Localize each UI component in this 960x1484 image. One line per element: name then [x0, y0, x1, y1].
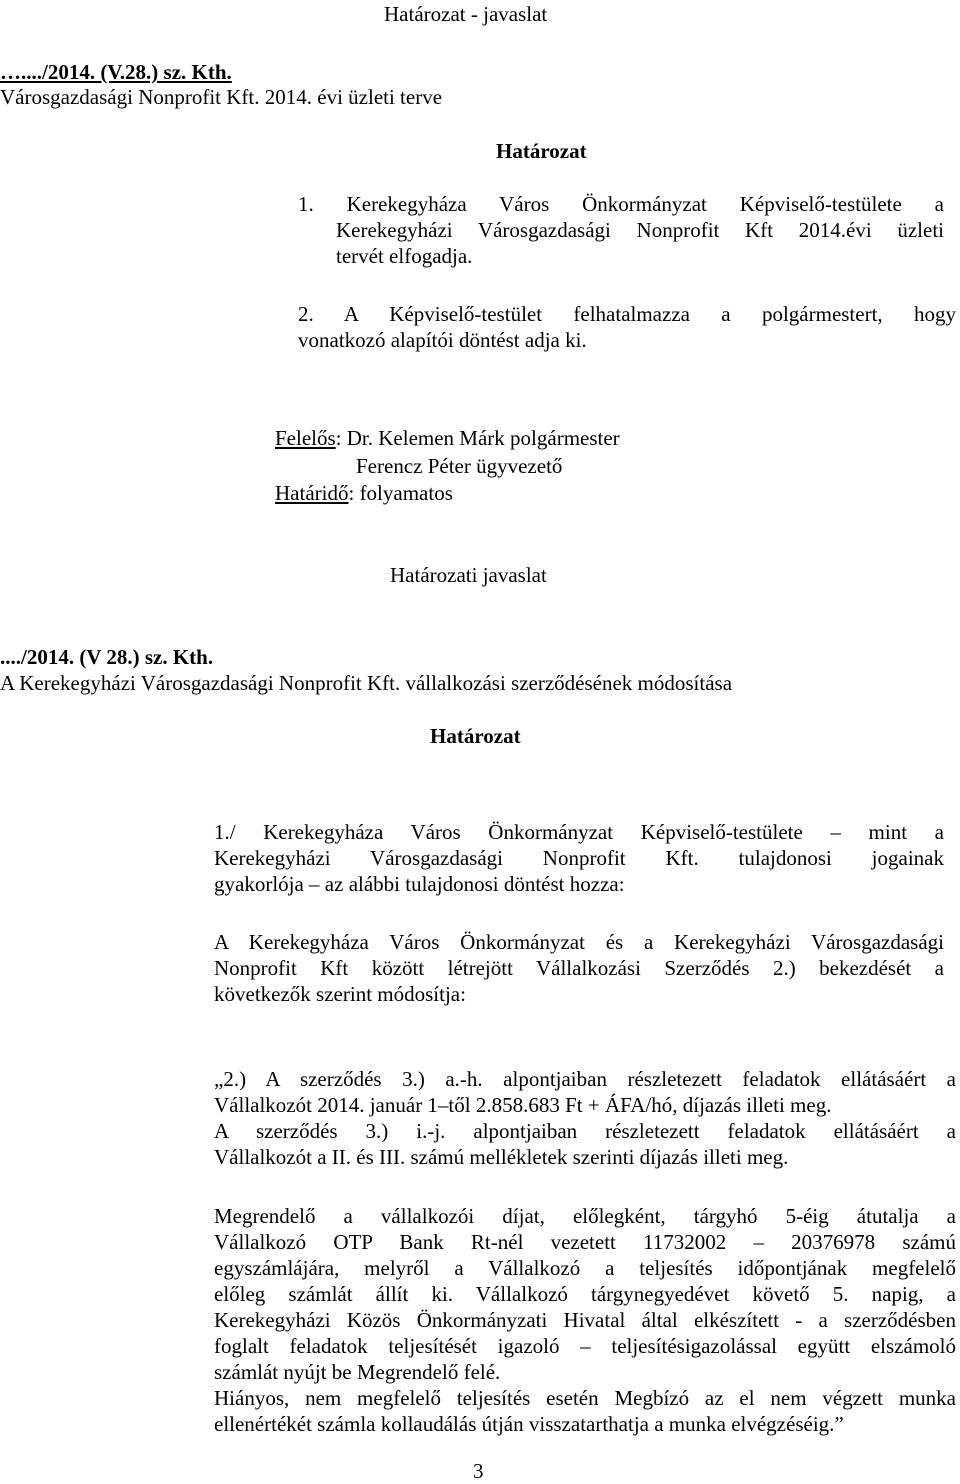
para-4-line-8: Hiányos, nem megfelelő teljesítés esetén Megbízó az el nem végzett munka [214, 1386, 956, 1410]
para-3-line-4: Vállalkozót a II. és III. számú mellékletek szerinti díjazás illeti meg. [214, 1145, 789, 1169]
responsible-line [275, 425, 620, 451]
para-2-line-3: következők szerint módosítja: [214, 982, 466, 1006]
item-1-line-2: Kerekegyházi Városgazdasági Nonprofit Kft 2014.évi üzleti [336, 218, 944, 242]
para-1-line-2: Kerekegyházi Városgazdasági Nonprofit Kft. tulajdonosi jogainak [214, 846, 944, 870]
para-4-line-6: foglalt feladatok teljesítését igazoló – teljesítésigazolással együtt elszámoló [214, 1334, 956, 1358]
resolution-item-1 [298, 191, 944, 269]
responsible-person: : Dr. Kelemen Márk polgármester [335, 426, 620, 450]
resolution-item-2 [298, 301, 956, 353]
payment-terms-paragraph [214, 1203, 956, 1437]
item-2-line-2: vonatkozó alapítói döntést adja ki. [298, 328, 587, 352]
para-2-line-1: A Kerekegyháza Város Önkormányzat és a Kerekegyházi Városgazdasági [214, 930, 944, 954]
para-4-line-7: számlát nyújt be Megrendelő felé. [214, 1360, 501, 1384]
proposal-heading: Határozat [430, 724, 521, 748]
proposal-number: ..../2014. (V 28.) sz. Kth. [0, 645, 214, 669]
para-4-line-2: Vállalkozó OTP Bank Rt-nél vezetett 11732002 – 20376978 számú [214, 1230, 956, 1254]
item-1-line-1: 1. Kerekegyháza Város Önkormányzat Képviselő-testülete a [298, 192, 944, 216]
para-4-line-4: előleg számlát állít ki. Vállalkozó tárgynegyedévet követő 5. napig, a [214, 1282, 956, 1306]
resolution-heading: Határozat [496, 139, 587, 163]
page-number: 3 [473, 1459, 484, 1483]
deadline-line [275, 480, 453, 506]
decision-paragraph-2 [214, 929, 944, 1007]
para-1-line-1: 1./ Kerekegyháza Város Önkormányzat Képviselő-testülete – mint a [214, 820, 944, 844]
para-3-line-1: „2.) A szerződés 3.) a.-h. alpontjaiban részletezett feladatok ellátásáért a [214, 1067, 956, 1091]
para-3-line-3: A szerződés 3.) i.-j. alpontjaiban részletezett feladatok ellátásáért a [214, 1119, 956, 1143]
para-1-line-3: gyakorlója – az alábbi tulajdonosi döntést hozza: [214, 872, 625, 896]
para-4-line-1: Megrendelő a vállalkozói díjat, előlegként, tárgyhó 5-éig átutalja a [214, 1204, 956, 1228]
para-2-line-2: Nonprofit Kft között létrejött Vállalkozási Szerződés 2.) bekezdését a [214, 956, 944, 980]
para-4-line-9: ellenértékét számla kollaudálás útján visszatarthatja a munka elvégzéséig.” [214, 1412, 844, 1436]
decision-paragraph-1 [214, 819, 944, 897]
para-4-line-3: egyszámlájára, melyről a Vállalkozó a teljesítés időpontjának megfelelő [214, 1256, 956, 1280]
para-4-line-5: Kerekegyházi Közös Önkormányzati Hivatal által elkészített - a szerződésben [214, 1308, 956, 1332]
item-2-line-1: 2. A Képviselő-testület felhatalmazza a polgármestert, hogy [298, 302, 956, 326]
contract-amendment-paragraph [214, 1066, 956, 1170]
proposal-title: Határozati javaslat [390, 563, 547, 587]
deadline-label: Határidő [275, 481, 349, 505]
para-3-line-2: Vállalkozót 2014. január 1–től 2.858.683 Ft + ÁFA/hó, díjazás illeti meg. [214, 1093, 832, 1117]
document-header-title: Határozat - javaslat [384, 2, 548, 26]
resolution-number: …..../2014. (V.28.) sz. Kth. [0, 60, 232, 84]
resolution-subject: Városgazdasági Nonprofit Kft. 2014. évi üzleti terve [0, 85, 443, 109]
item-1-line-3: tervét elfogadja. [336, 244, 473, 268]
responsible-person-2: Ferencz Péter ügyvezető [356, 454, 563, 478]
deadline-value: : folyamatos [348, 481, 453, 505]
proposal-subject: A Kerekegyházi Városgazdasági Nonprofit Kft. vállalkozási szerződésének módosítása [0, 671, 733, 695]
responsible-label: Felelős [275, 426, 336, 450]
